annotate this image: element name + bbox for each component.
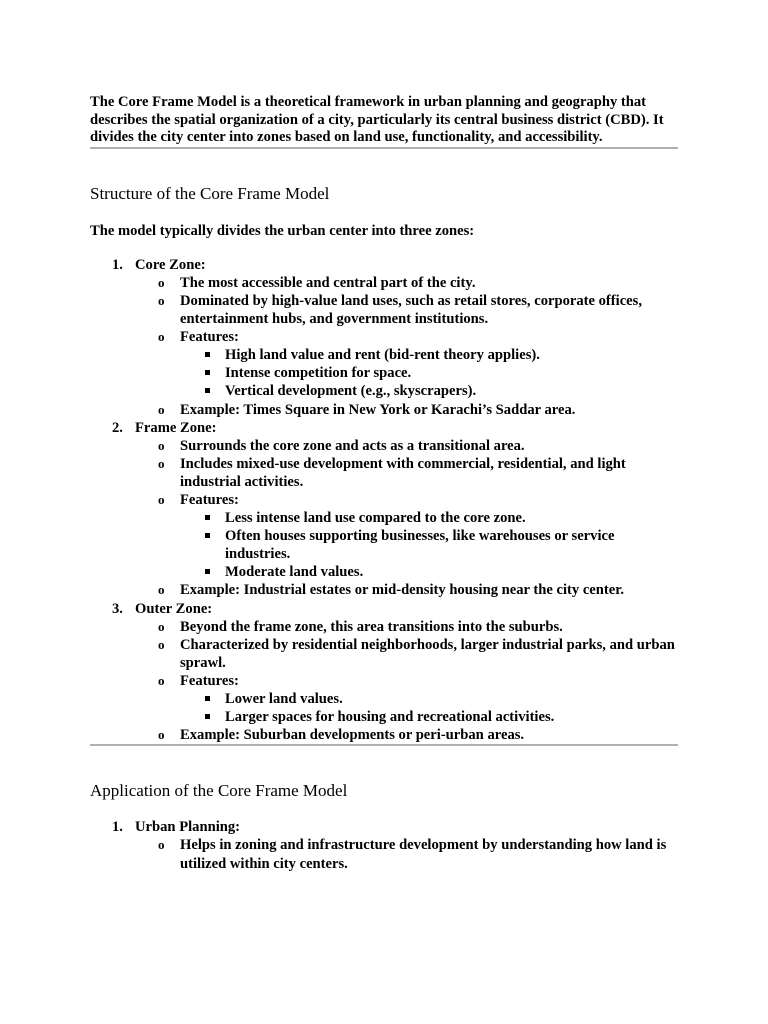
feature-list: [180, 509, 678, 581]
feature-text: Vertical development (e.g., skyscrapers).: [225, 383, 477, 400]
list-item: [180, 364, 678, 382]
feature-text: Less intense land use compared to the core zone.: [225, 510, 526, 527]
square-bullet-icon: [205, 569, 210, 574]
list-item: [180, 382, 678, 400]
feature-text: Moderate land values.: [225, 564, 364, 581]
feature-text: Larger spaces for housing and recreational activities.: [225, 709, 555, 726]
circle-bullet-icon: o: [158, 837, 165, 853]
section-divider: [90, 744, 678, 746]
structure-lead: The model typically divides the urban center into three zones:: [90, 222, 475, 239]
list-item: [135, 437, 678, 455]
zone-details: [135, 437, 678, 600]
application-title: Urban Planning:: [135, 819, 241, 836]
bullet-text: Dominated by high-value land uses, such as retail stores, corporate offices, entertainment hubs, and government institutions.: [180, 292, 642, 328]
circle-bullet-icon: o: [158, 455, 165, 471]
square-bullet-icon: [205, 370, 210, 375]
square-bullet-icon: [205, 515, 210, 520]
circle-bullet-icon: o: [158, 492, 165, 507]
list-item: [90, 818, 678, 872]
list-item: [180, 563, 678, 581]
list-item: [180, 346, 678, 364]
list-item: [135, 274, 678, 292]
section-divider: [90, 147, 678, 149]
features-label: Features:: [180, 672, 239, 689]
features-label: Features:: [180, 329, 239, 346]
application-heading: Application of the Core Frame Model: [90, 781, 348, 801]
circle-bullet-icon: o: [158, 727, 165, 743]
list-item: [180, 527, 678, 563]
list-item: [180, 708, 678, 726]
list-item: [90, 600, 678, 745]
list-item: [90, 419, 678, 600]
square-bullet-icon: [205, 533, 210, 538]
example-text: Example: Times Square in New York or Karachi’s Saddar area.: [180, 401, 576, 418]
circle-bullet-icon: o: [158, 274, 165, 290]
zone-details: [135, 618, 678, 745]
application-list: [90, 818, 678, 872]
list-number: 2.: [112, 419, 123, 436]
list-number: 1.: [112, 256, 123, 273]
bullet-text: Helps in zoning and infrastructure development by understanding how land is utilized within city centers.: [180, 837, 667, 872]
features-label: Features:: [180, 492, 239, 508]
list-item: [135, 328, 678, 400]
zone-title: Core Zone:: [135, 256, 206, 273]
feature-text: Lower land values.: [225, 691, 343, 708]
square-bullet-icon: [205, 714, 210, 719]
circle-bullet-icon: o: [158, 329, 165, 345]
example-text: Example: Industrial estates or mid-density housing near the city center.: [180, 582, 625, 599]
list-item: [180, 690, 678, 708]
zone-details: [135, 274, 678, 419]
circle-bullet-icon: o: [158, 401, 165, 417]
list-item: [135, 491, 678, 581]
list-item: [135, 292, 678, 328]
circle-bullet-icon: o: [158, 437, 165, 453]
bullet-text: Beyond the frame zone, this area transitions into the suburbs.: [180, 618, 563, 635]
feature-list: [180, 346, 678, 400]
feature-text: High land value and rent (bid-rent theory applies).: [225, 347, 540, 364]
example-text: Example: Suburban developments or peri-urban areas.: [180, 727, 525, 744]
list-item: [135, 672, 678, 726]
list-item: [135, 581, 678, 599]
square-bullet-icon: [205, 388, 210, 393]
structure-heading: Structure of the Core Frame Model: [90, 183, 330, 203]
list-item: [135, 636, 678, 672]
square-bullet-icon: [205, 352, 210, 357]
zone-title: Outer Zone:: [135, 600, 213, 617]
bullet-text: The most accessible and central part of the city.: [180, 274, 476, 291]
list-item: [135, 455, 678, 491]
list-item: [135, 618, 678, 636]
list-item: [135, 401, 678, 419]
list-number: 3.: [112, 600, 123, 617]
list-item: [180, 509, 678, 527]
feature-text: Intense competition for space.: [225, 365, 412, 382]
bullet-text: Characterized by residential neighborhoods, larger industrial parks, and urban sprawl.: [180, 636, 675, 671]
list-item: [90, 256, 678, 419]
bullet-text: Surrounds the core zone and acts as a transitional area.: [180, 437, 525, 454]
circle-bullet-icon: o: [158, 292, 165, 308]
circle-bullet-icon: o: [158, 672, 165, 688]
list-item: [135, 836, 678, 872]
list-item: [135, 726, 678, 744]
feature-list: [180, 690, 678, 726]
circle-bullet-icon: o: [158, 636, 165, 652]
circle-bullet-icon: o: [158, 618, 165, 634]
bullet-text: Includes mixed-use development with commercial, residential, and light industrial activities.: [180, 455, 626, 490]
intro-paragraph: The Core Frame Model is a theoretical framework in urban planning and geography that describes the spatial organization of a city, particularly its central business district (CBD). It divides the city center into zones based on land use, functionality, and accessibility.: [90, 94, 664, 146]
zone-list: [90, 256, 678, 745]
list-number: 1.: [112, 819, 123, 836]
circle-bullet-icon: o: [158, 582, 165, 598]
zone-title: Frame Zone:: [135, 419, 217, 436]
feature-text: Often houses supporting businesses, like warehouses or service industries.: [225, 528, 615, 563]
square-bullet-icon: [205, 696, 210, 701]
application-details: [135, 836, 678, 872]
